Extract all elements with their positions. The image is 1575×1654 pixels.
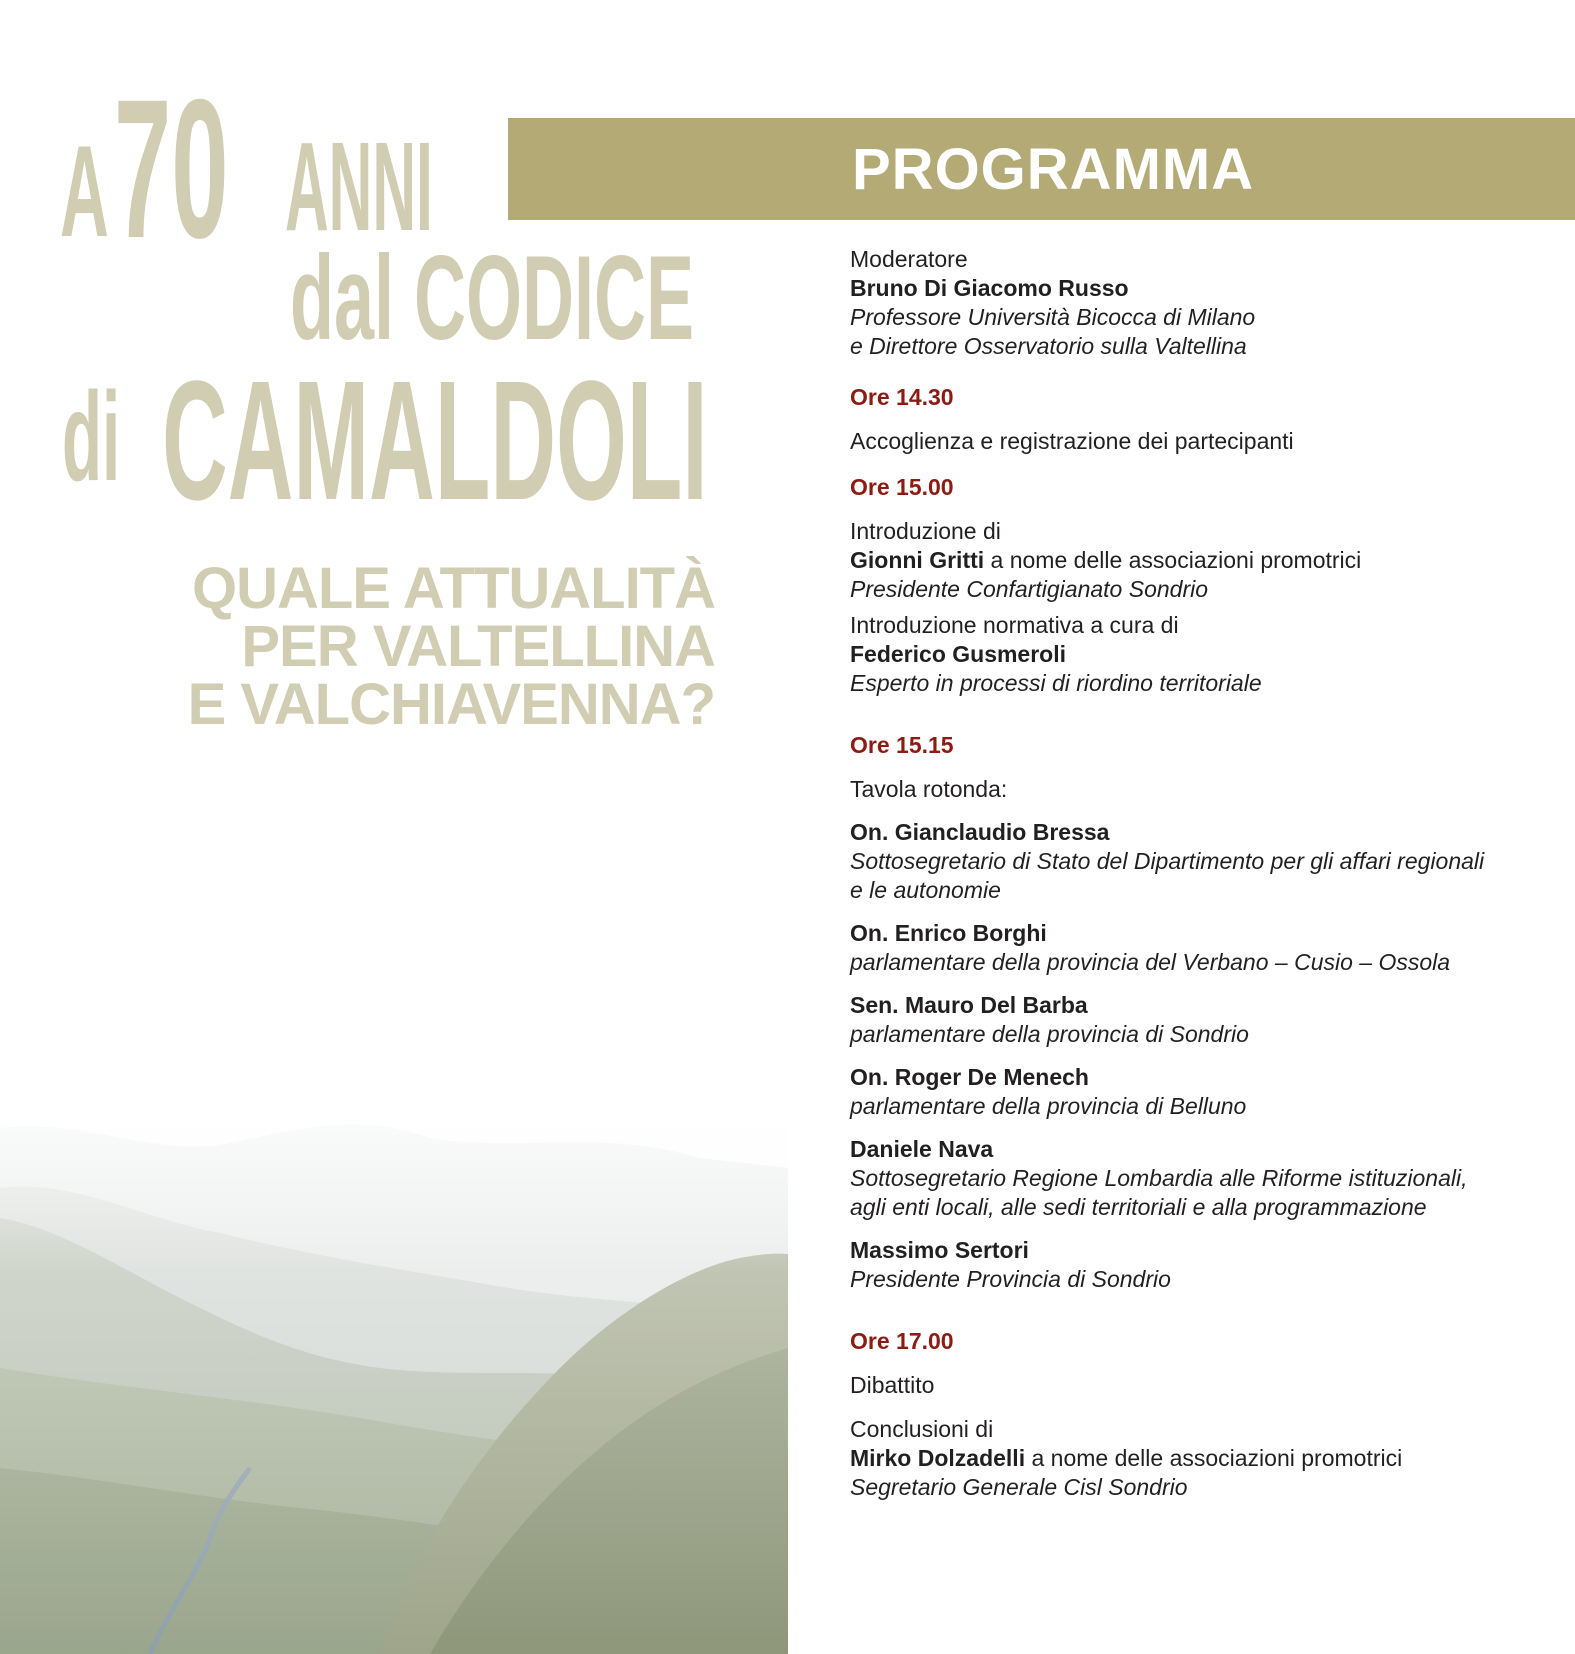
speaker-name: On. Gianclaudio Bressa [850,819,1110,845]
intro-label: Introduzione di [850,518,1001,544]
conclusions-speaker-line [850,1444,1550,1473]
speaker-name: On. Enrico Borghi [850,920,1047,946]
valley-landscape-image [0,1068,788,1654]
moderator-role: Professore Università Bicocca di Milano [850,304,1256,330]
moderator-block [850,245,1550,361]
subtitle-line: E VALCHIAVENNA? [187,672,715,737]
norm-intro-label: Introduzione normativa a cura di [850,612,1179,638]
title-di: di [62,366,121,507]
title-70: 70 [114,58,229,279]
moderator-label: Moderatore [850,246,968,272]
speaker [850,919,1550,977]
subtitle-line: PER VALTELLINA [241,614,715,679]
speaker [850,818,1550,905]
speaker-role: parlamentare della provincia di Belluno [850,1093,1247,1119]
speaker-role: Presidente Provincia di Sondrio [850,1266,1171,1292]
debate-label: Dibattito [850,1372,935,1398]
speaker-name: Massimo Sertori [850,1237,1029,1263]
speaker-suffix: a nome delle associazioni promotrici [1025,1445,1403,1471]
speaker-role: parlamentare della provincia di Sondrio [850,1021,1249,1047]
intro-speaker-line [850,546,1550,575]
slot-time: Ore 14.30 [850,384,954,410]
speaker-suffix: a nome delle associazioni promotrici [984,547,1362,573]
slot-time: Ore 17.00 [850,1328,954,1354]
speaker-role: parlamentare della provincia del Verbano – Cusio – Ossola [850,949,1451,975]
speaker-name: Daniele Nava [850,1136,994,1162]
slot-1515 [850,731,1550,1294]
speaker-name: On. Roger De Menech [850,1064,1089,1090]
speaker-role: agli enti locali, alle sedi territoriali e alla programmazione [850,1194,1427,1220]
slot-1500 [850,473,1550,698]
speaker [850,1236,1550,1294]
title-anni: ANNI [285,116,433,257]
speaker [850,1135,1550,1222]
speaker-role: Sottosegretario di Stato del Dipartimento per gli affari regionali [850,848,1485,874]
slot-time: Ore 15.00 [850,474,954,500]
speaker-name: Mirko Dolzadelli [850,1445,1026,1471]
slot-1700 [850,1327,1550,1502]
slot-time: Ore 15.15 [850,732,954,758]
subtitle-line: QUALE ATTUALITÀ [191,556,715,621]
speaker-name: Gionni Gritti [850,547,985,573]
moderator-role: e Direttore Osservatorio sulla Valtellina [850,333,1247,359]
title-dal-codice: dal CODICE [290,231,695,365]
round-table-label: Tavola rotonda: [850,776,1008,802]
title-camaldoli: CAMALDOLI [162,346,708,536]
speaker-name: Federico Gusmeroli [850,641,1067,667]
title-a: A [60,118,109,264]
programma-list [850,245,1550,1502]
speaker-role: Presidente Confartigianato Sondrio [850,576,1209,602]
speaker-role: Segretario Generale Cisl Sondrio [850,1474,1188,1500]
conclusions-label: Conclusioni di [850,1416,994,1442]
speaker [850,1063,1550,1121]
event-subtitle [187,556,715,737]
slot-1430 [850,383,1550,456]
moderator-name: Bruno Di Giacomo Russo [850,275,1129,301]
speaker-role: e le autonomie [850,877,1001,903]
speaker-name: Sen. Mauro Del Barba [850,992,1088,1018]
speaker [850,991,1550,1049]
slot-text: Accoglienza e registrazione dei partecipanti [850,428,1294,454]
speaker-role: Sottosegretario Regione Lombardia alle Riforme istituzionali, [850,1165,1468,1191]
speaker-role: Esperto in processi di riordino territoriale [850,670,1262,696]
programma-heading: PROGRAMMA [852,137,1255,202]
